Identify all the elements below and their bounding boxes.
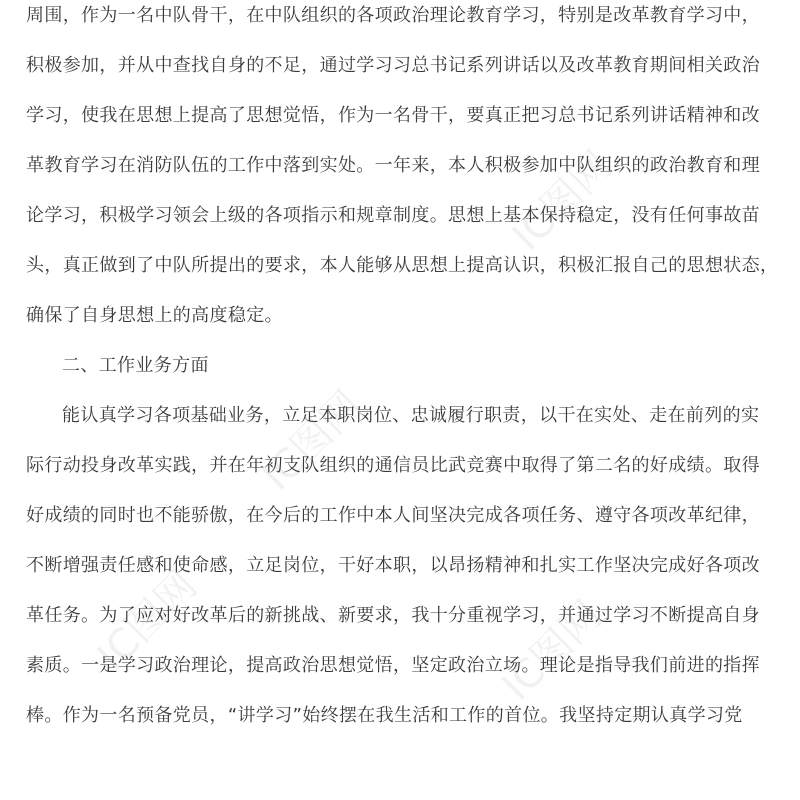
text-line: 能认真学习各项基础业务，立足本职岗位、忠诚履行职责，以干在实处、走在前列的实 [62, 405, 760, 426]
text-line: 好成绩的同时也不能骄傲，在今后的工作中本人间坚决完成各项任务、遵守各项改革纪律， [26, 505, 760, 526]
watermark: IC图网 [253, 382, 371, 500]
text-line: 头，真正做到了中队所提出的要求，本人能够从思想上提高认识，积极汇报自己的思想状态， [26, 255, 779, 276]
section-heading: 二、工作业务方面 [62, 355, 209, 376]
text-line: 积极参加，并从中查找自身的不足，通过学习习总书记系列讲话以及改革教育期间相关政治 [26, 55, 760, 76]
text-line: 革任务。为了应对好改革后的新挑战、新要求，我十分重视学习，并通过学习不断提高自身 [26, 605, 760, 626]
text-line: 不断增强责任感和使命感，立足岗位，干好本职，以昂扬精神和扎实工作坚决完成好各项改 [26, 555, 760, 576]
text-line: 革教育学习在消防队伍的工作中落到实处。一年来，本人积极参加中队组织的政治教育和理 [26, 155, 760, 176]
text-line: 周围，作为一名中队骨干，在中队组织的各项政治理论教育学习，特别是改革教育学习中， [26, 5, 760, 26]
text-line: 学习，使我在思想上提高了思想觉悟，作为一名骨干，要真正把习总书记系列讲话精神和改 [26, 105, 760, 126]
text-line: 确保了自身思想上的高度稳定。 [26, 305, 283, 326]
document-body [26, 0, 786, 741]
text-line: 棒。作为一名预备党员，“讲学习”始终摆在我生活和工作的首位。我坚持定期认真学习党 [26, 705, 743, 726]
text-line: 素质。一是学习政治理论，提高政治思想觉悟，坚定政治立场。理论是指导我们前进的指挥 [26, 655, 760, 676]
watermark: IC图网 [503, 142, 621, 260]
text-line: 论学习，积极学习领会上级的各项指示和规章制度。思想上基本保持稳定，没有任何事故苗 [26, 205, 760, 226]
text-line: 际行动投身改革实践，并在年初支队组织的通信员比武竞赛中取得了第二名的好成绩。取得 [26, 455, 760, 476]
watermark: IC图网 [88, 562, 206, 680]
watermark: IC图网 [493, 592, 611, 710]
